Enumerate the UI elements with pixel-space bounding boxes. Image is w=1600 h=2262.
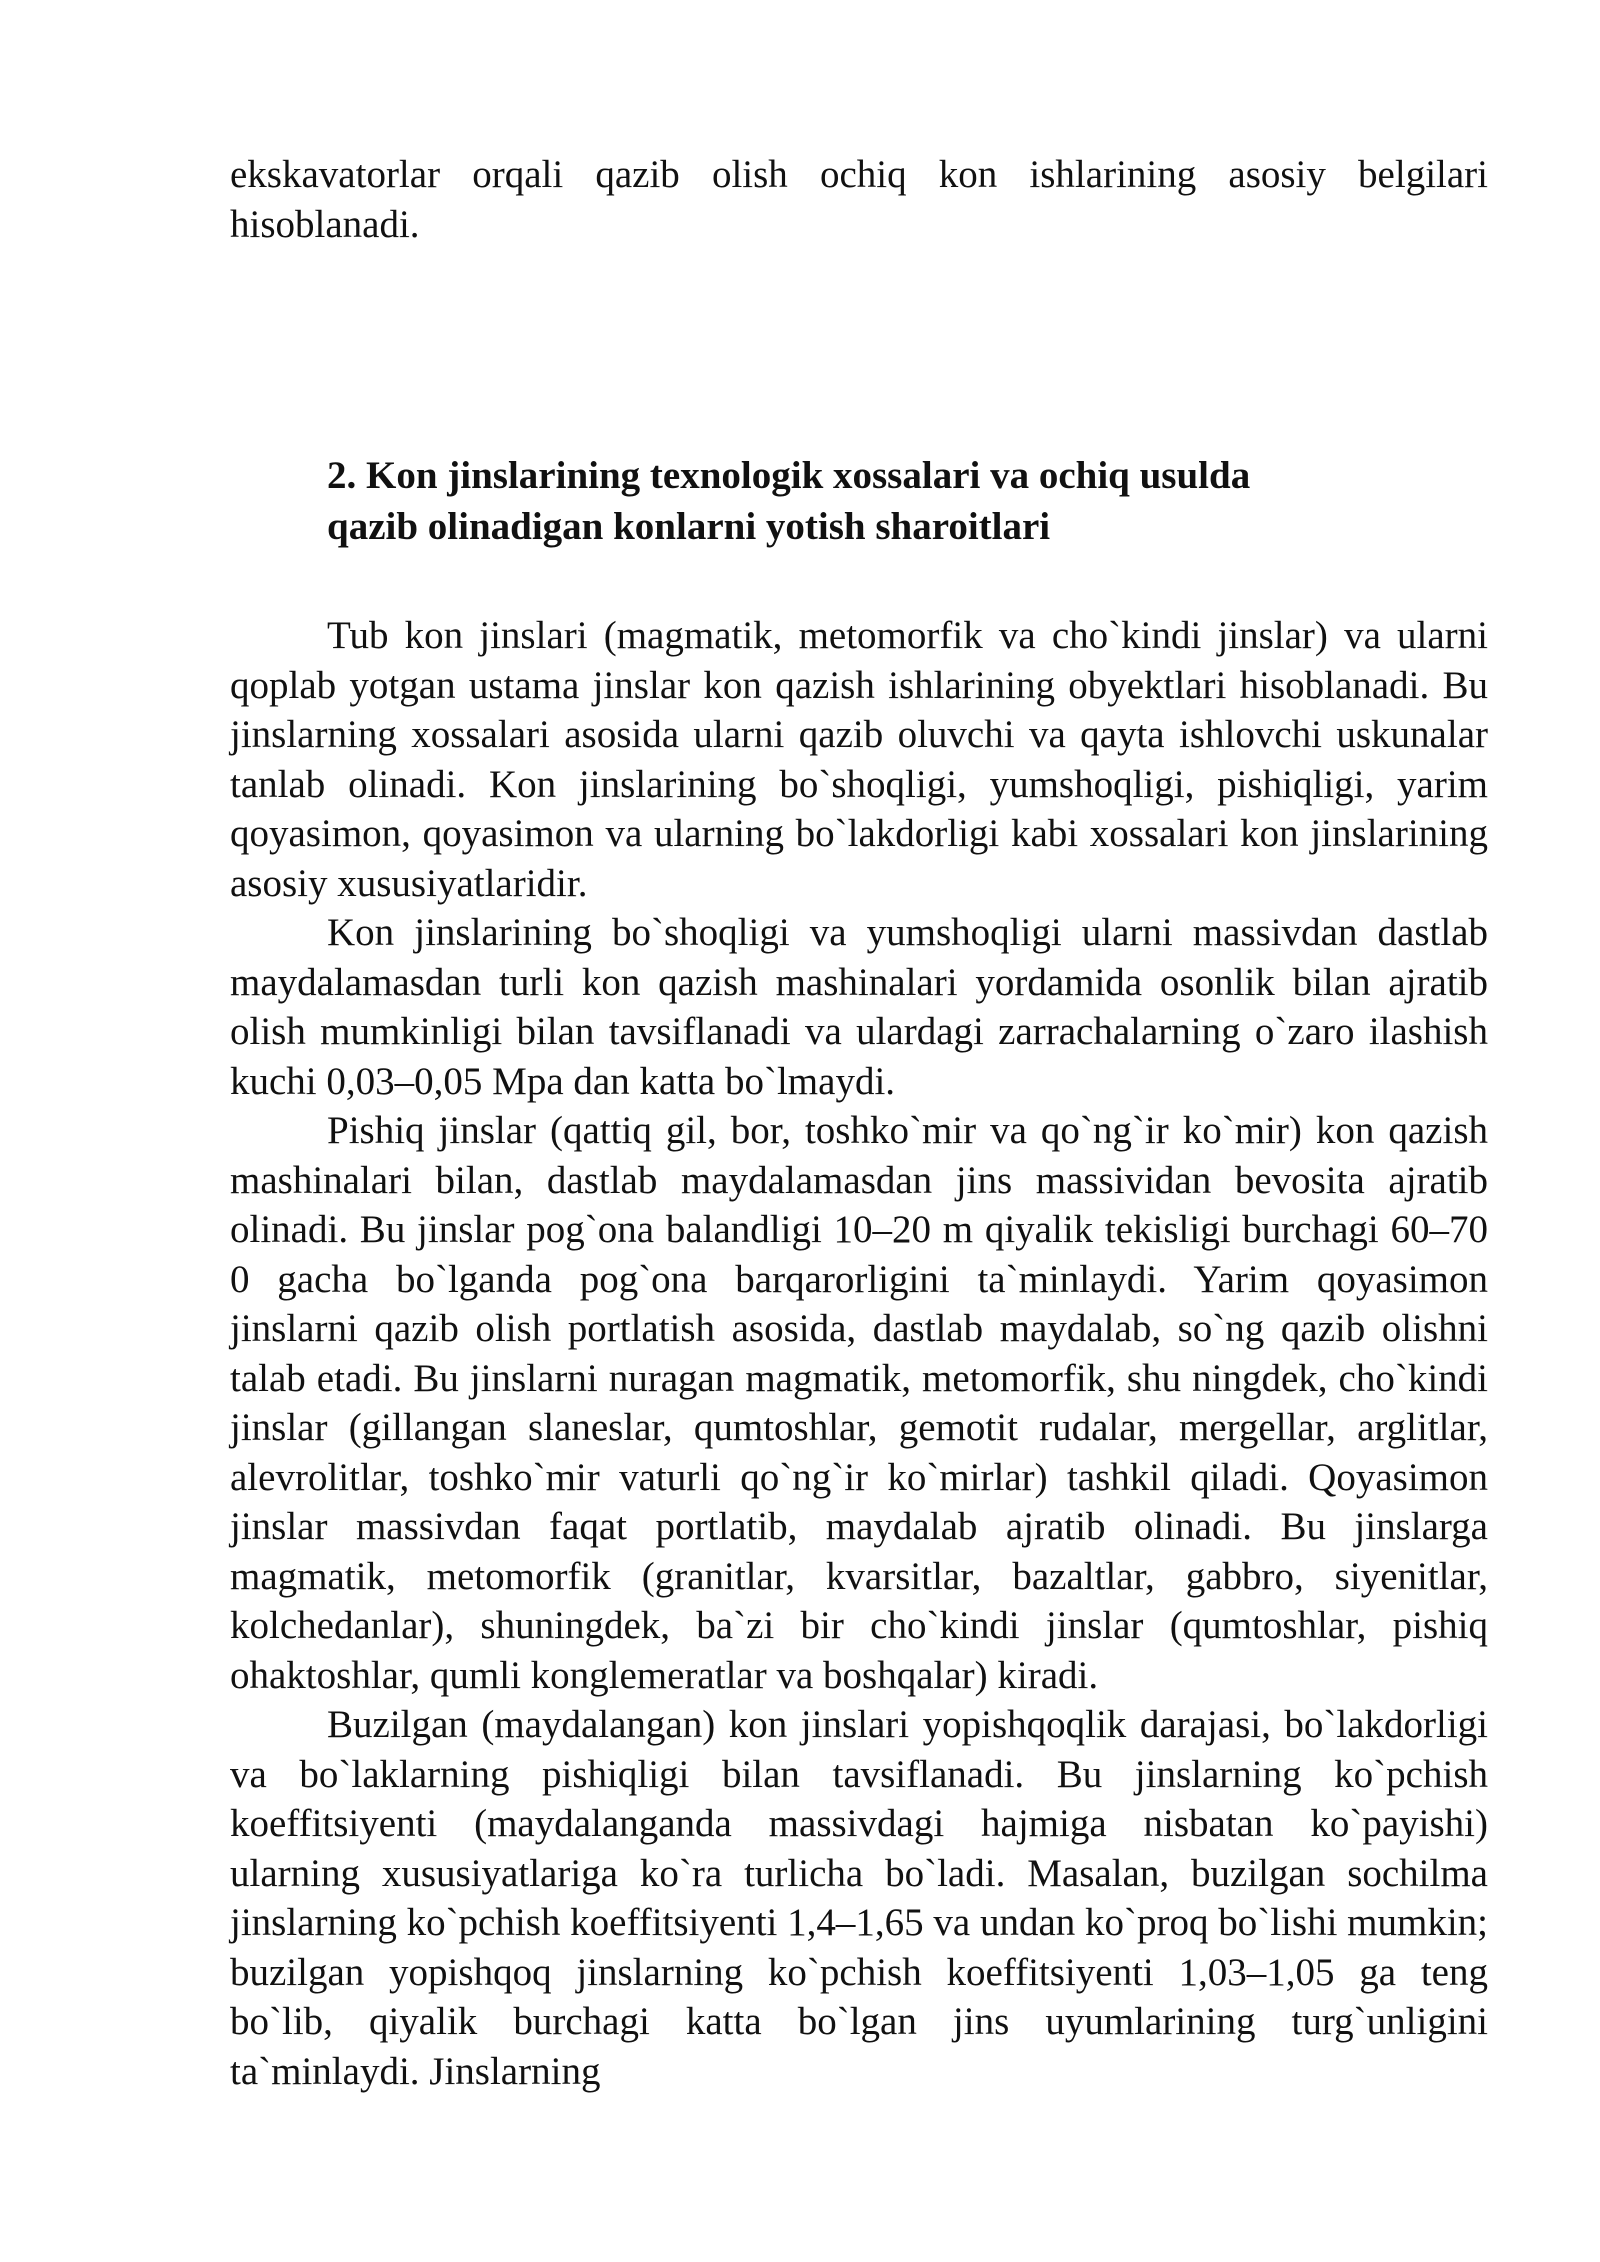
intro-paragraph: ekskavatorlar orqali qazib olish ochiq kon ishlarining asosiy belgilari hisoblanadi. [230, 153, 1488, 246]
paragraph-loose-rocks: Kon jinslarining bo`shoqligi va yumshoqligi ularni massivdan dastlab maydalamasdan turli kon qazish mashinalari yordamida osonlik bilan ajratib olish mumkinligi bilan tavsiflanadi va ulardagi zarrachalarning o`zaro ilashish kuchi 0,03–0,05 Mpa dan katta bo`lmaydi. [230, 911, 1488, 1103]
section-heading-line-2: qazib olinadigan konlarni yotish sharoitlari [327, 505, 1051, 548]
paragraph-broken-rocks: Buzilgan (maydalangan) kon jinslari yopishqoqlik darajasi, bo`lakdorligi va bo`laklarning pishiqligi bilan tavsiflanadi. Bu jinslarning ko`pchish koeffitsiyenti (maydalanganda massivdagi hajmiga nisbatan ko`payishi) ularning xususiyatlariga ko`ra turlicha bo`ladi. Masalan, buzilgan sochilma jinslarning ko`pchish koeffitsiyenti 1,4–1,65 va undan ko`proq bo`lishi mumkin; buzilgan yopishqoq jinslarning ko`pchish koeffitsiyenti 1,03–1,05 ga teng bo`lib, qiyalik burchagi katta bo`lgan jins uyumlarining turg`unligini ta`minlaydi. Jinslarning [230, 1703, 1488, 2093]
section-heading-line-1: 2. Kon jinslarining texnologik xossalari va ochiq usulda [327, 454, 1251, 497]
document-page [230, 150, 1488, 2096]
paragraph-rock-types: Tub kon jinslari (magmatik, metomorfik va cho`kindi jinslar) va ularni qoplab yotgan ustama jinslar kon qazish ishlarining obyektlari hisoblanadi. Bu jinslarning xossalari asosida ularni qazib oluvchi va qayta ishlovchi uskunalar tanlab olinadi. Kon jinslarining bo`shoqligi, yumshoqligi, pishiqligi, yarim qoyasimon, qoyasimon va ularning bo`lakdorligi kabi xossalari kon jinslarining asosiy xususiyatlaridir. [230, 614, 1488, 905]
section-body [230, 611, 1488, 2096]
section-heading [327, 450, 1327, 552]
paragraph-solid-rocks: Pishiq jinslar (qattiq gil, bor, toshko`mir va qo`ng`ir ko`mir) kon qazish mashinalari bilan, dastlab maydalamasdan jins massividan bevosita ajratib olinadi. Bu jinslar pog`ona balandligi 10–20 m qiyalik tekisligi burchagi 60–70 0 gacha bo`lganda pog`ona barqarorligini ta`minlaydi. Yarim qoyasimon jinslarni qazib olish portlatish asosida, dastlab maydalab, so`ng qazib olishni talab etadi. Bu jinslarni nuragan magmatik, metomorfik, shu ningdek, cho`kindi jinslar (gillangan slaneslar, qumtoshlar, gemotit rudalar, mergellar, arglitlar, alevrolitlar, toshko`mir vaturli qo`ng`ir ko`mirlar) tashkil qiladi. Qoyasimon jinslar massivdan faqat portlatib, maydalab ajratib olinadi. Bu jinslarga magmatik, metomorfik (granitlar, kvarsitlar, bazaltlar, gabbro, siyenitlar, kolchedanlar), shuningdek, ba`zi bir cho`kindi jinslar (qumtoshlar, pishiq ohaktoshlar, qumli konglemeratlar va boshqalar) kiradi. [230, 1109, 1488, 1697]
